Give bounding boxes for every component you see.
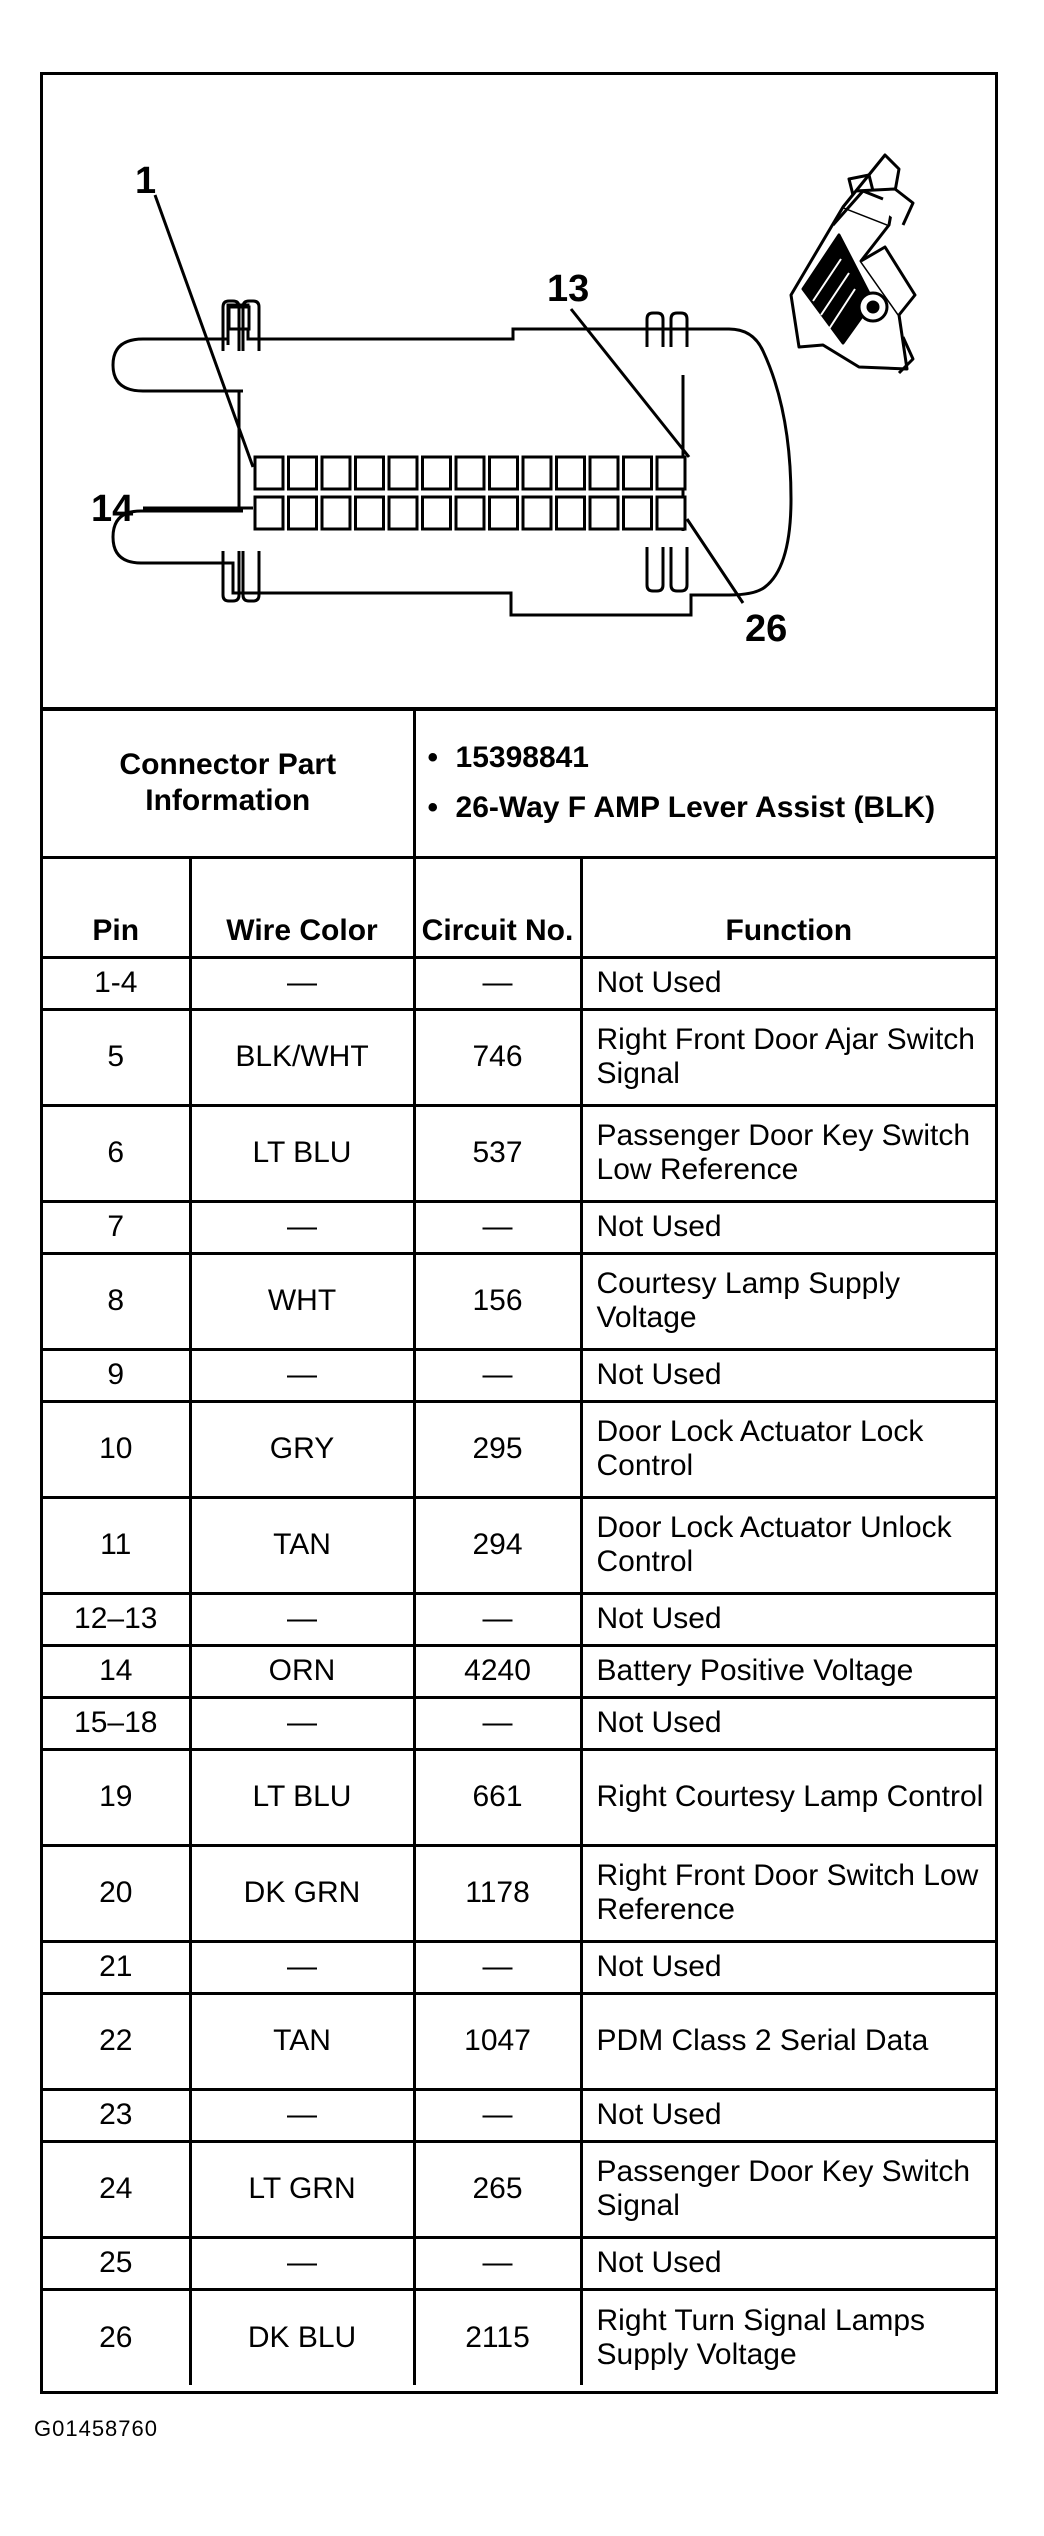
terminal-cavity <box>356 497 384 529</box>
terminal-cavity <box>523 497 551 529</box>
terminal-cavity <box>423 497 451 529</box>
callout-pin-14: 14 <box>91 488 134 530</box>
circuit-cell: — <box>414 1593 581 1645</box>
function-cell: Not Used <box>581 2237 995 2289</box>
pin-cell: 21 <box>43 1941 190 1993</box>
table-row <box>43 1749 995 1845</box>
callout-pin-13: 13 <box>547 268 590 310</box>
table-row <box>43 1201 995 1253</box>
circuit-cell: — <box>414 957 581 1009</box>
circuit-cell: 4240 <box>414 1645 581 1697</box>
function-cell: Right Turn Signal Lamps Supply Voltage <box>581 2289 995 2385</box>
wire-color-cell: WHT <box>190 1253 414 1349</box>
circuit-cell: 661 <box>414 1749 581 1845</box>
header-circuit-no: Circuit No. <box>414 857 581 957</box>
connector-face-diagram <box>43 75 995 707</box>
terminal-cavity <box>456 497 484 529</box>
wire-color-cell: — <box>190 1697 414 1749</box>
callout-pin-26: 26 <box>745 608 788 650</box>
callout-pin-1: 1 <box>135 160 157 202</box>
circuit-cell: — <box>414 1697 581 1749</box>
pin-cell: 12–13 <box>43 1593 190 1645</box>
terminal-cavity <box>289 497 317 529</box>
terminal-cavity <box>523 457 551 489</box>
circuit-cell: — <box>414 1349 581 1401</box>
wire-color-cell: — <box>190 957 414 1009</box>
circuit-cell: — <box>414 2237 581 2289</box>
table-row <box>43 1497 995 1593</box>
function-cell: Not Used <box>581 957 995 1009</box>
pin-cell: 5 <box>43 1009 190 1105</box>
pin-cell: 10 <box>43 1401 190 1497</box>
table-row <box>43 957 995 1009</box>
function-cell: Right Front Door Ajar Switch Signal <box>581 1009 995 1105</box>
table-row <box>43 1401 995 1497</box>
connector-3d-view-icon <box>791 155 915 373</box>
terminal-cavity <box>423 457 451 489</box>
table-row <box>43 1941 995 1993</box>
pin-cell: 22 <box>43 1993 190 2089</box>
wire-color-cell: — <box>190 1593 414 1645</box>
terminal-cavity <box>255 497 283 529</box>
terminal-cavity <box>456 457 484 489</box>
terminal-cavity <box>289 457 317 489</box>
terminal-cavity <box>389 457 417 489</box>
wire-color-cell: GRY <box>190 1401 414 1497</box>
pin-cell: 8 <box>43 1253 190 1349</box>
header-function: Function <box>581 857 995 957</box>
circuit-cell: 156 <box>414 1253 581 1349</box>
terminal-cavity <box>624 457 652 489</box>
pin-cell: 23 <box>43 2089 190 2141</box>
table-row <box>43 1993 995 2089</box>
circuit-cell: 2115 <box>414 2289 581 2385</box>
wire-color-cell: — <box>190 2089 414 2141</box>
connector-info-values <box>414 709 995 857</box>
connector-description: • 26-Way F AMP Lever Assist (BLK) <box>456 790 996 826</box>
pin-cell: 26 <box>43 2289 190 2385</box>
terminal-cavity <box>657 497 685 529</box>
wire-color-cell: — <box>190 1201 414 1253</box>
pinout-table <box>43 707 995 2385</box>
pin-cell: 11 <box>43 1497 190 1593</box>
terminal-cavity <box>557 457 585 489</box>
terminal-cavity <box>557 497 585 529</box>
table-row <box>43 1253 995 1349</box>
pin-cell: 7 <box>43 1201 190 1253</box>
circuit-cell: 537 <box>414 1105 581 1201</box>
terminal-cavity <box>490 497 518 529</box>
connector-info-row <box>43 709 995 857</box>
function-cell: Not Used <box>581 1349 995 1401</box>
wire-color-cell: LT GRN <box>190 2141 414 2237</box>
table-row <box>43 1593 995 1645</box>
function-cell: Not Used <box>581 1941 995 1993</box>
pin-cell: 14 <box>43 1645 190 1697</box>
table-row <box>43 1009 995 1105</box>
pin-cell: 24 <box>43 2141 190 2237</box>
function-cell: Right Courtesy Lamp Control <box>581 1749 995 1845</box>
terminal-cavity <box>490 457 518 489</box>
connector-part-number: • 15398841 <box>456 740 996 776</box>
terminal-cavity <box>255 457 283 489</box>
terminal-cavity <box>657 457 685 489</box>
wire-color-cell: DK BLU <box>190 2289 414 2385</box>
circuit-cell: 1178 <box>414 1845 581 1941</box>
table-row <box>43 2141 995 2237</box>
wire-color-cell: — <box>190 1349 414 1401</box>
function-cell: Not Used <box>581 1201 995 1253</box>
terminal-cavity <box>590 497 618 529</box>
circuit-cell: 1047 <box>414 1993 581 2089</box>
function-cell: Passenger Door Key Switch Signal <box>581 2141 995 2237</box>
connector-info-label: Connector Part Information <box>43 709 414 857</box>
wire-color-cell: LT BLU <box>190 1105 414 1201</box>
circuit-cell: 295 <box>414 1401 581 1497</box>
circuit-cell: 265 <box>414 2141 581 2237</box>
terminal-cavity-grid <box>255 457 685 529</box>
function-cell: Not Used <box>581 1593 995 1645</box>
pin-cell: 15–18 <box>43 1697 190 1749</box>
function-cell: Courtesy Lamp Supply Voltage <box>581 1253 995 1349</box>
table-row <box>43 1697 995 1749</box>
function-cell: Door Lock Actuator Lock Control <box>581 1401 995 1497</box>
terminal-cavity <box>590 457 618 489</box>
table-row <box>43 1845 995 1941</box>
table-row <box>43 1105 995 1201</box>
function-cell: Right Front Door Switch Low Reference <box>581 1845 995 1941</box>
pin-cell: 9 <box>43 1349 190 1401</box>
function-cell: PDM Class 2 Serial Data <box>581 1993 995 2089</box>
connector-face-svg <box>43 75 995 707</box>
circuit-cell: 294 <box>414 1497 581 1593</box>
table-header-row <box>43 857 995 957</box>
wire-color-cell: ORN <box>190 1645 414 1697</box>
wire-color-cell: LT BLU <box>190 1749 414 1845</box>
table-row <box>43 2089 995 2141</box>
pin-cell: 1-4 <box>43 957 190 1009</box>
terminal-cavity <box>322 457 350 489</box>
table-row <box>43 1645 995 1697</box>
function-cell: Door Lock Actuator Unlock Control <box>581 1497 995 1593</box>
wire-color-cell: — <box>190 2237 414 2289</box>
pin-cell: 25 <box>43 2237 190 2289</box>
table-row <box>43 1349 995 1401</box>
terminal-cavity <box>322 497 350 529</box>
terminal-cavity <box>389 497 417 529</box>
connector-figure <box>40 72 998 2394</box>
figure-id: G01458760 <box>34 2416 158 2441</box>
pin-cell: 19 <box>43 1749 190 1845</box>
header-pin: Pin <box>43 857 190 957</box>
function-cell: Passenger Door Key Switch Low Reference <box>581 1105 995 1201</box>
header-wire-color: Wire Color <box>190 857 414 957</box>
wire-color-cell: TAN <box>190 1497 414 1593</box>
function-cell: Battery Positive Voltage <box>581 1645 995 1697</box>
circuit-cell: — <box>414 1201 581 1253</box>
pin-cell: 20 <box>43 1845 190 1941</box>
wire-color-cell: — <box>190 1941 414 1993</box>
table-row <box>43 2289 995 2385</box>
circuit-cell: 746 <box>414 1009 581 1105</box>
terminal-cavity <box>624 497 652 529</box>
terminal-cavity <box>356 457 384 489</box>
circuit-cell: — <box>414 2089 581 2141</box>
circuit-cell: — <box>414 1941 581 1993</box>
function-cell: Not Used <box>581 2089 995 2141</box>
table-row <box>43 2237 995 2289</box>
wire-color-cell: TAN <box>190 1993 414 2089</box>
wire-color-cell: BLK/WHT <box>190 1009 414 1105</box>
pin-cell: 6 <box>43 1105 190 1201</box>
wire-color-cell: DK GRN <box>190 1845 414 1941</box>
function-cell: Not Used <box>581 1697 995 1749</box>
